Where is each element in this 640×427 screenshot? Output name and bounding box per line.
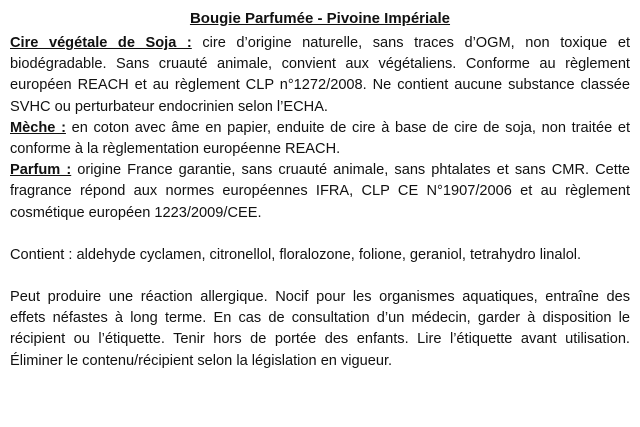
page-title: Bougie Parfumée - Pivoine Impériale [189, 10, 451, 27]
section-cire-label: Cire végétale de Soja : [10, 35, 192, 51]
paragraph-spacer [10, 266, 630, 287]
section-cire-text: cire d’origine naturelle, sans traces d’OGM, non toxique et biodégradable. Sans cruauté animale, convient aux végétaliens. Conforme au règlement européen REACH et au règlement CLP n°1272/2008. Ne contient aucune substance classée SVHC ou perturbateur endocrinien selon l’ECHA. [10, 35, 630, 115]
paragraph-spacer [10, 224, 630, 245]
section-meche-text: en coton avec âme en papier, enduite de cire à base de cire de soja, non traitée et conforme à la règlementation européenne REACH. [10, 119, 630, 158]
section-parfum-text: origine France garantie, sans cruauté animale, sans phtalates et sans CMR. Cette fragrance répond aux normes européennes IFRA, CLP CE N°1907/2006 et au règlement cosmétique européen 1223/2009/CEE. [10, 162, 630, 221]
section-parfum [10, 160, 630, 224]
section-cire [10, 33, 630, 118]
ingredients-paragraph: Contient : aldehyde cyclamen, citronellol, floralozone, folione, geraniol, tetrahydro linalol. [10, 246, 582, 263]
section-meche-label: Mèche : [10, 119, 66, 136]
warning-paragraph: Peut produire une réaction allergique. Nocif pour les organismes aquatiques, entraîne des effets néfastes à long terme. En cas de consultation d’un médecin, garder à disposition le récipient ou l’étiquette. Tenir hors de portée des enfants. Lire l’étiquette avant utilisation. Éliminer le contenu/récipient selon la législation en vigueur. [10, 289, 630, 369]
section-meche [10, 118, 630, 160]
section-parfum-label: Parfum : [10, 162, 72, 179]
